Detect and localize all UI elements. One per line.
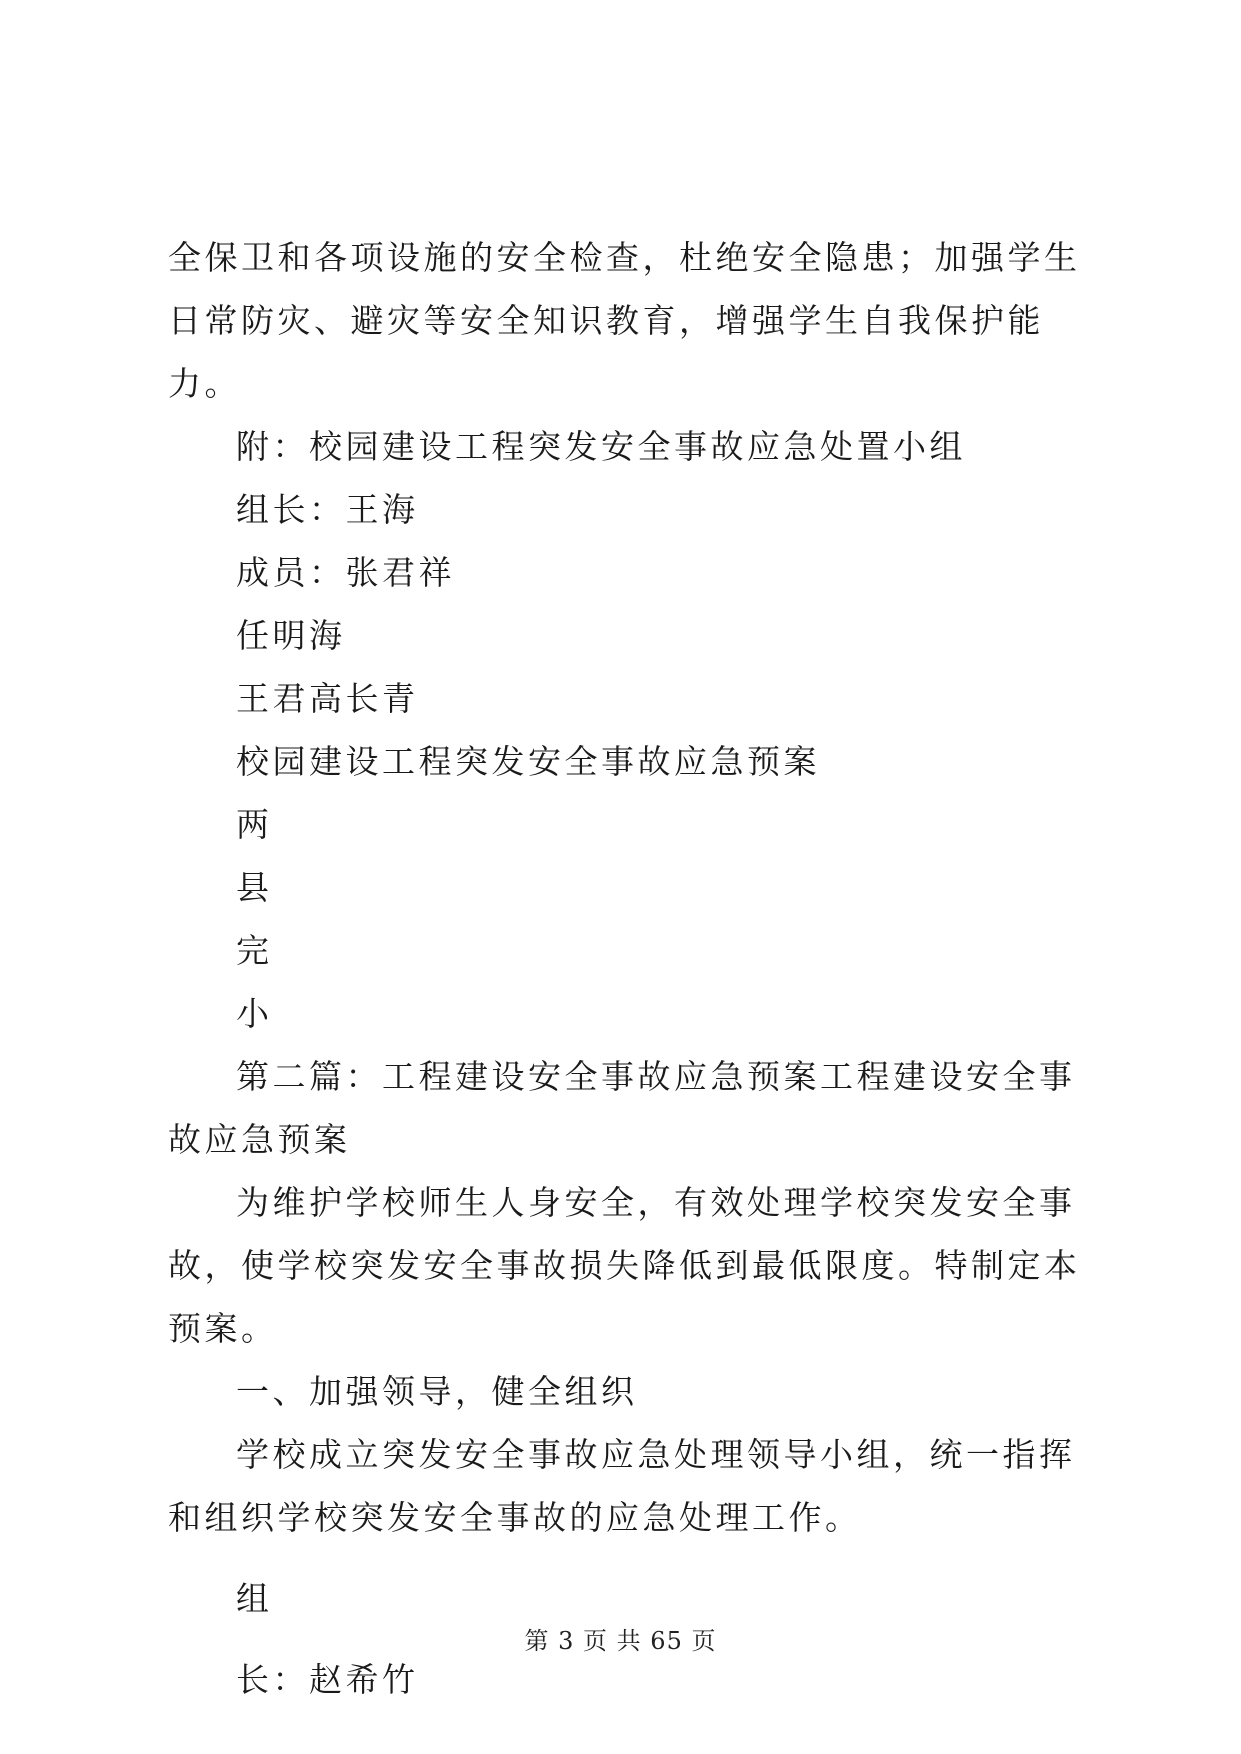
paragraph-leader-name: 长：赵希竹 bbox=[236, 1660, 419, 1699]
page-footer: 第 3 页 共 65 页 bbox=[524, 1627, 717, 1655]
paragraph-school-char: 两 bbox=[236, 805, 273, 844]
paragraph-member-name: 王君高长青 bbox=[236, 679, 419, 718]
paragraph-section-body: 学校成立突发安全事故应急处理领导小组，统一指挥和组织学校突发安全事故的应急处理工作。 bbox=[168, 1435, 1076, 1537]
paragraph-school-char: 小 bbox=[236, 994, 273, 1033]
paragraph-section-heading: 一、加强领导，健全组织 bbox=[236, 1372, 638, 1411]
paragraph-continuation: 全保卫和各项设施的安全检查，杜绝安全隐患；加强学生日常防灾、避灾等安全知识教育，增强学生自我保护能力。 bbox=[168, 238, 1081, 403]
paragraph-members: 成员：张君祥 bbox=[236, 553, 455, 592]
paragraph-appendix-title: 附：校园建设工程突发安全事故应急处置小组 bbox=[236, 427, 966, 466]
paragraph-plan-title: 校园建设工程突发安全事故应急预案 bbox=[236, 742, 820, 781]
paragraph-group-leader: 组长：王海 bbox=[236, 490, 419, 529]
paragraph-chapter-heading: 第二篇：工程建设安全事故应急预案工程建设安全事故应急预案 bbox=[168, 1057, 1076, 1159]
paragraph-school-char: 完 bbox=[236, 931, 273, 970]
document-body bbox=[168, 226, 1088, 1711]
paragraph-intro: 为维护学校师生人身安全，有效处理学校突发安全事故，使学校突发安全事故损失降低到最低限度。特制定本预案。 bbox=[168, 1183, 1081, 1348]
paragraph-school-char: 县 bbox=[236, 868, 273, 907]
paragraph-member-name: 任明海 bbox=[236, 616, 346, 655]
paragraph-leader-label: 组 bbox=[236, 1579, 273, 1618]
